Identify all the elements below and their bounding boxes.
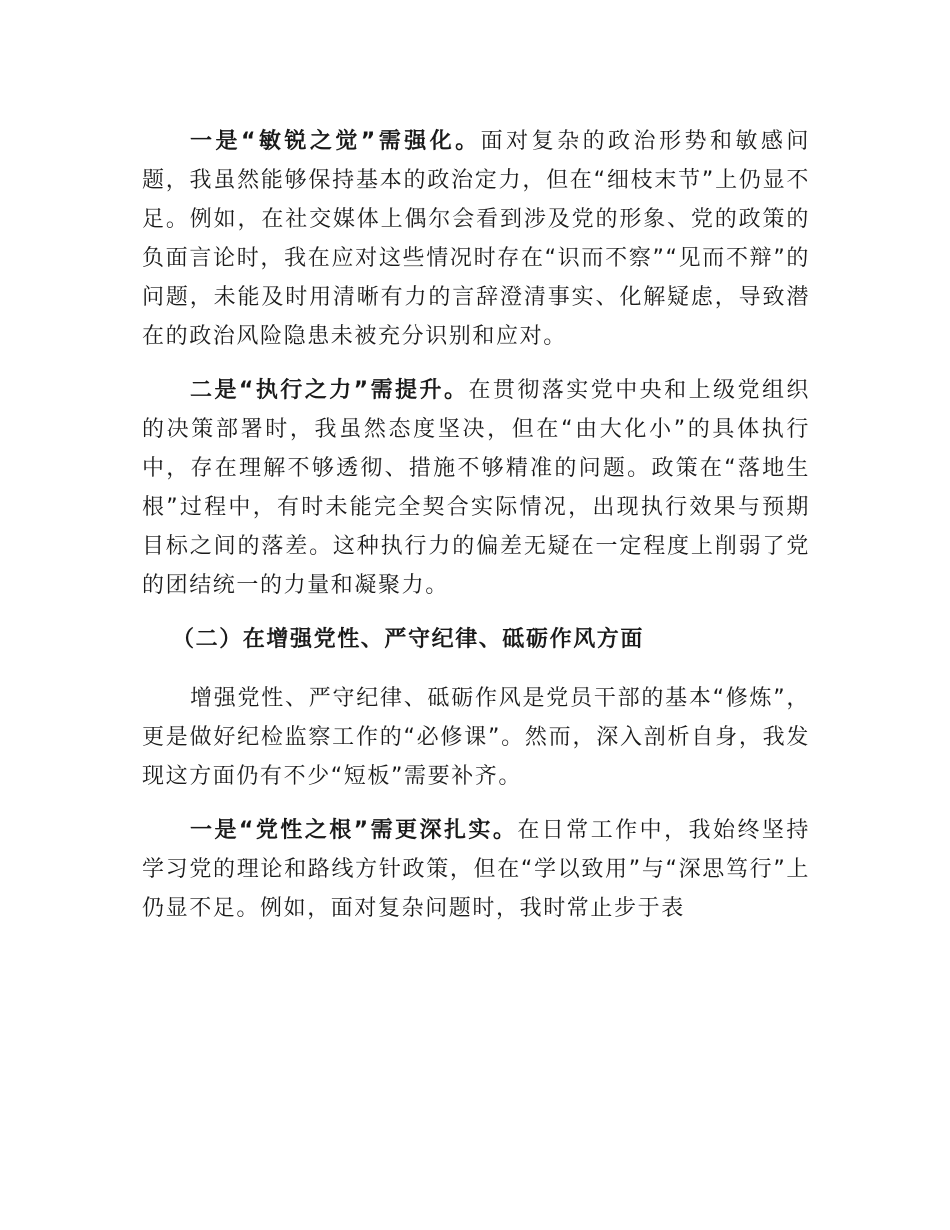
paragraph-text: 在日常工作中，我始终坚持学习党的理论和路线方针政策，但在“学以致用”与“深思笃行”上仍显不足。例如，面对复杂问题时，我时常止步于表 [142, 818, 810, 921]
paragraph-party-spirit [142, 811, 810, 928]
paragraph-lead: 二是“执行之力”需提升。 [190, 378, 469, 403]
document-body [142, 122, 810, 943]
paragraph-text: 面对复杂的政治形势和敏感问题，我虽然能够保持基本的政治定力，但在“细枝末节”上仍显不足。例如，在社交媒体上偶尔会看到涉及党的形象、党的政策的负面言论时，我在应对这些情况时存在“识而不察”“见而不辩”的问题，未能及时用清晰有力的言辞澄清事实、化解疑虑，导致潜在的政治风险隐患未被充分识别和应对。 [142, 129, 810, 349]
paragraph-lead: 一是“党性之根”需更深扎实。 [190, 818, 518, 843]
section-heading: （二）在增强党性、严守纪律、砥砺作风方面 [172, 627, 645, 652]
paragraph-political-sensitivity [142, 122, 810, 356]
paragraph-text: 在贯彻落实党中央和上级党组织的决策部署时，我虽然态度坚决，但在“由大化小”的具体执行中，存在理解不够透彻、措施不够精准的问题。政策在“落地生根”过程中，有时未能完全契合实际情况，出现执行效果与预期目标之间的落差。这种执行力的偏差无疑在一定程度上削弱了党的团结统一的力量和凝聚力。 [142, 378, 811, 598]
paragraph-execution [142, 371, 810, 605]
paragraph-lead: 一是“敏锐之觉”需强化。 [190, 129, 481, 154]
section-intro-paragraph: 增强党性、严守纪律、砥砺作风是党员干部的基本“修炼”，更是做好纪检监察工作的“必修课”。然而，深入剖析自身，我发现这方面仍有不少“短板”需要补齐。 [142, 686, 810, 789]
